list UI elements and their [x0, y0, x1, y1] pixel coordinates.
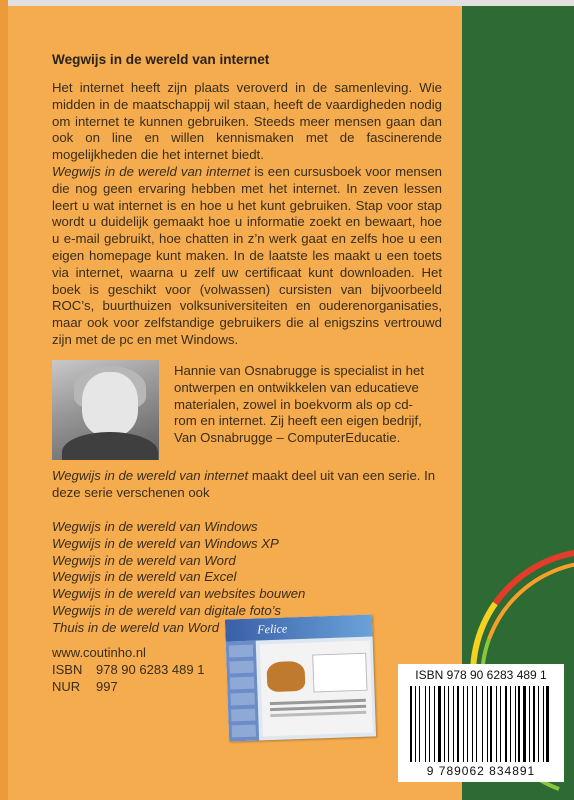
book-title-italic: Wegwijs in de wereld van internet: [52, 164, 251, 179]
website-link[interactable]: www.coutinho.nl: [52, 645, 146, 660]
series-item: Wegwijs in de wereld van Windows XP: [52, 535, 279, 551]
cat-photo: [266, 661, 305, 692]
screenshot-sidebar: [226, 641, 259, 742]
screenshot-logo: Felice: [225, 614, 373, 641]
website-screenshot-image: [225, 614, 376, 741]
series-item: Wegwijs in de wereld van Windows: [52, 519, 258, 534]
series-item: Wegwijs in de wereld van Word: [52, 552, 236, 568]
nur-value: 997: [96, 678, 118, 694]
screenshot-address-box: [312, 653, 367, 693]
website-row: [52, 645, 204, 662]
isbn-value: 978 90 6283 489 1: [96, 661, 205, 677]
publication-meta: [52, 645, 204, 695]
isbn-row: [52, 662, 204, 679]
author-photo: [52, 360, 159, 460]
description-paragraph: [52, 164, 442, 349]
barcode-label: [398, 664, 564, 782]
description-text: is een cursusboek voor mensen die nog geen ervaring hebben met het internet. In zeven lessen leert u wat internet is en hoe u het kunt gebruiken. Stap voor stap wordt u duidelijk gemaakt hoe u informatie zoekt en bewaart, hoe u e-mail gebruikt, hoe chatten in z’n werk gaat en zelfs hoe u een eigen homepage kunt maken. In de laatste les maakt u een toets via internet, waarna u zelf uw certificaat kunt downloaden. Het boek is geschikt voor (volwassen) cursisten van bijvoorbeeld ROC’s, buurthuizen volksuniversiteiten en ouderenorganisaties, maar ook voor zelfstandige gebruikers die al enigszins vertrouwd zijn met de pc en met Windows.: [52, 164, 442, 347]
barcode-bars: [410, 686, 552, 762]
barcode-isbn-text: ISBN 978 90 6283 489 1: [415, 668, 547, 682]
spine-strip: [0, 0, 8, 800]
series-item: Wegwijs in de wereld van Excel: [52, 569, 237, 585]
series-intro-text: maakt deel uit van een serie. In deze serie verschenen ook: [52, 468, 436, 500]
series-title-italic: Wegwijs in de wereld van internet: [52, 468, 249, 483]
author-bio: Hannie van Osnabrugge is specialist in het ontwerpen en ontwikkelen van educatieve materialen, zowel in boekvorm als op cd-rom en internet. Zij heeft een eigen bedrijf, Van Osnabrugge – ComputerEducatie.: [174, 363, 424, 446]
series-intro: [52, 468, 442, 502]
barcode-digits: 9 789062 834891: [426, 764, 536, 778]
series-item: Wegwijs in de wereld van digitale foto’s: [52, 602, 281, 618]
back-cover-heading: Wegwijs in de wereld van internet: [52, 52, 270, 67]
nur-row: [52, 679, 204, 696]
nur-label: NUR: [52, 678, 81, 694]
series-item: Thuis in de wereld van Word: [52, 619, 220, 635]
series-item: Wegwijs in de wereld van websites bouwen: [52, 586, 306, 602]
intro-paragraph: Het internet heeft zijn plaats veroverd in de samenleving. Wie midden in de maatschappij wil staan, heeft de vaardigheden nodig om internet te kunnen gebruiken. Steeds meer mensen gaan dan ook on line en willen kennismaken met de fascinerende mogelijkheden die het internet biedt.: [52, 80, 442, 163]
isbn-label: ISBN: [52, 661, 83, 677]
